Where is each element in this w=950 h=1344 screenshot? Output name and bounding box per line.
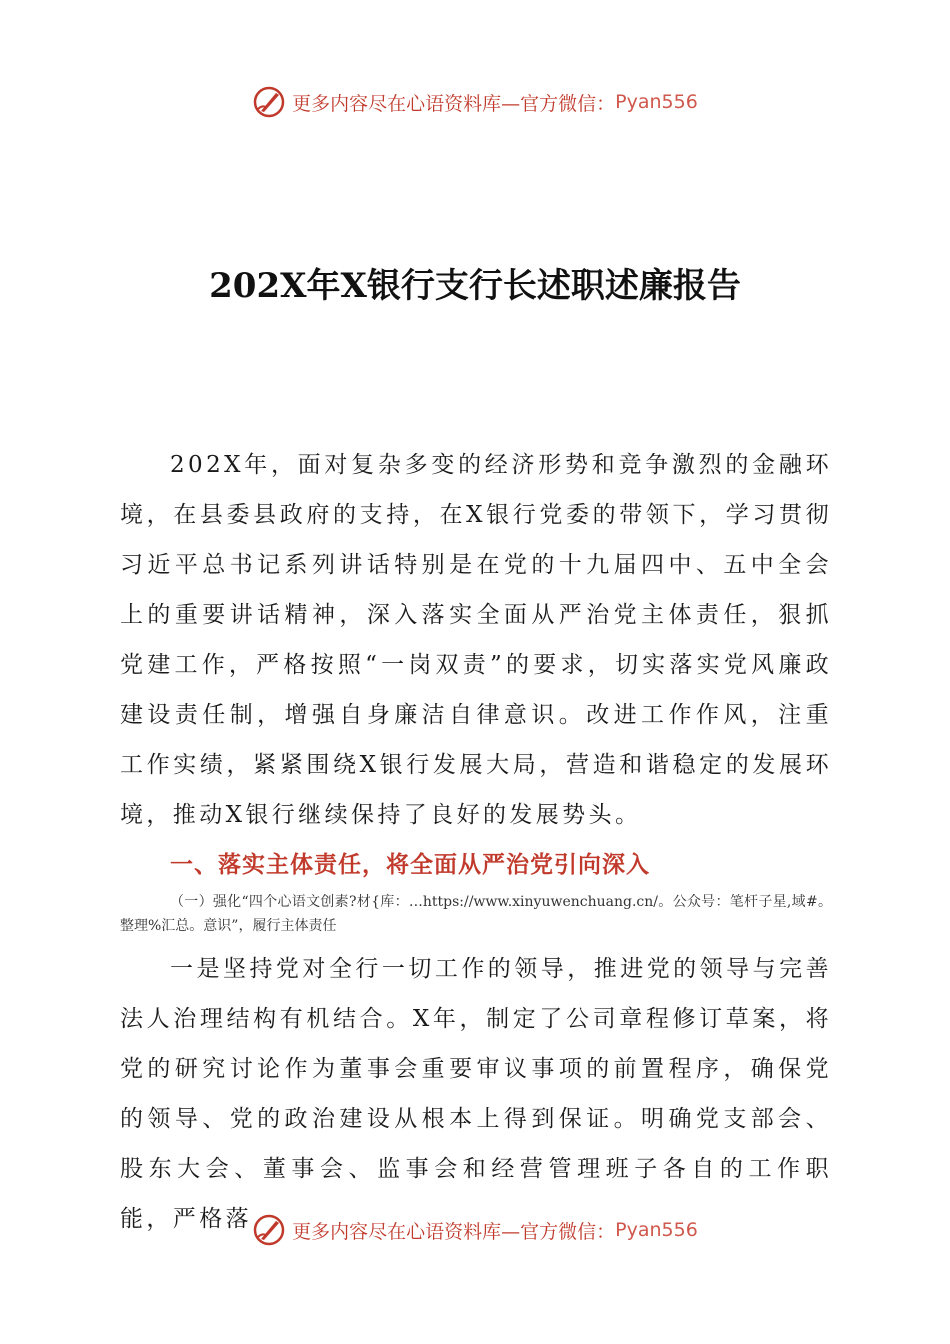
section-heading: 一、落实主体责任，将全面从严治党引向深入 (170, 852, 650, 878)
document-title: 202X年X银行支行长述职述廉报告 (209, 266, 741, 306)
watermark-handle: Pyan556 (615, 1219, 698, 1241)
body-paragraph: 一是坚持党对全行一切工作的领导，推进党的领导与完善法人治理结构有机结合。X年，制定了公司章程修订草案，将党的研究讨论作为董事会重要审议事项的前置程序，确保党的领导、党的政治建设从根本上得到保证。明确党支部会、股东大会、董事会、监事会和经营管理班子各自的工作职能，严格落 (120, 956, 832, 1232)
watermark-text: 更多内容尽在心语资料库—官方微信： (292, 92, 616, 115)
watermark-handle: Pyan556 (615, 91, 698, 113)
quill-pen-circle-logo-icon (252, 1213, 286, 1247)
quill-pen-circle-logo-icon (252, 85, 286, 119)
watermark-banner-bottom (0, 1210, 950, 1250)
sub-heading: （一）强化“四个心语文创素?材{库：…https://www.xinyuwenchuang.cn/。公众号：笔杆子星,域#。整理%汇总。意识”，履行主体责任 (120, 894, 832, 934)
watermark-banner-top (0, 82, 950, 122)
watermark-text: 更多内容尽在心语资料库—官方微信： (292, 1220, 616, 1243)
intro-paragraph: 202X年，面对复杂多变的经济形势和竞争激烈的金融环境，在县委县政府的支持，在X银行党委的带领下，学习贯彻习近平总书记系列讲话特别是在党的十九届四中、五中全会上的重要讲话精神，深入落实全面从严治党主体责任，狠抓党建工作，严格按照“一岗双责”的要求，切实落实党风廉政建设责任制，增强自身廉洁自律意识。改进工作作风，注重工作实绩，紧紧围绕X银行发展大局，营造和谐稳定的发展环境，推动X银行继续保持了良好的发展势头。 (120, 452, 832, 828)
document-body (120, 440, 832, 1244)
